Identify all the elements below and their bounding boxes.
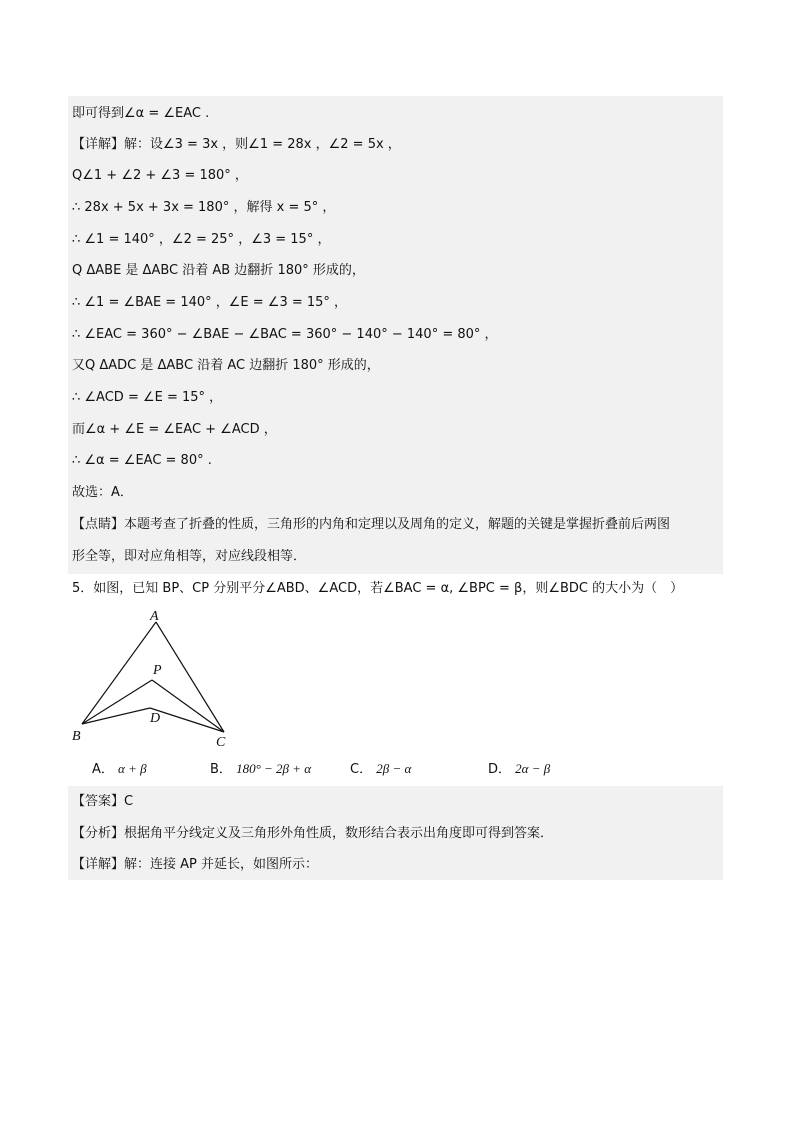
option-c xyxy=(350,760,411,779)
solution-line: ∴ ∠α = ∠EAC = 80° . xyxy=(72,453,212,468)
solution-line: 而∠α + ∠E = ∠EAC + ∠ACD ， xyxy=(72,422,277,437)
solution-line: Q ΔABE 是 ΔABC 沿着 AB 边翻折 180° 形成的， xyxy=(72,263,365,278)
segment-ac xyxy=(156,622,224,732)
option-d xyxy=(488,760,550,779)
option-c-value: 2β − α xyxy=(376,761,412,776)
detail-line: 【详解】解：连接 AP 并延长，如图所示： xyxy=(72,857,318,872)
solution-line: ∴ ∠1 = ∠BAE = 140° ，∠E = ∠3 = 15° ， xyxy=(72,295,348,310)
label-c: C xyxy=(216,735,226,750)
solution-line: ∴ ∠EAC = 360° − ∠BAE − ∠BAC = 360° − 140° − 140° = 80° ， xyxy=(72,327,498,342)
solution-line: 又Q ΔADC 是 ΔABC 沿着 AC 边翻折 180° 形成的， xyxy=(72,358,380,373)
solution-line: 【点睛】本题考查了折叠的性质，三角形的内角和定理以及周角的定义，解题的关键是掌握折叠前后两图 xyxy=(72,517,671,532)
option-d-value: 2α − β xyxy=(515,761,551,776)
solution-line: ∴ 28x + 5x + 3x = 180° ，解得 x = 5° ， xyxy=(72,200,336,215)
segment-dc xyxy=(150,708,224,732)
option-a-label: A． xyxy=(92,762,114,777)
segment-pc xyxy=(152,680,224,732)
segment-bp xyxy=(82,680,152,724)
option-d-label: D． xyxy=(488,762,512,777)
analysis-line: 【分析】根据角平分线定义及三角形外角性质，数形结合表示出角度即可得到答案． xyxy=(72,826,554,841)
label-b: B xyxy=(72,729,81,744)
solution-line: 【详解】解：设∠3 = 3x ，则∠1 = 28x ，∠2 = 5x ， xyxy=(72,137,401,152)
option-b xyxy=(210,760,311,779)
option-a xyxy=(92,760,147,779)
question-text: 5．如图，已知 BP、CP 分别平分∠ABD、∠ACD，若∠BAC = α, ∠BPC = β，则∠BDC 的大小为（ ） xyxy=(72,581,684,596)
solution-line: 即可得到∠α = ∠EAC . xyxy=(72,106,210,121)
solution-line: 故选：A． xyxy=(72,485,133,500)
solution-line: Q∠1 + ∠2 + ∠3 = 180° ， xyxy=(72,168,248,183)
option-b-label: B． xyxy=(210,762,232,777)
option-c-label: C． xyxy=(350,762,373,777)
solution-line: ∴ ∠ACD = ∠E = 15° ， xyxy=(72,390,223,405)
label-d: D xyxy=(150,711,161,726)
solution-line: 形全等，即对应角相等，对应线段相等． xyxy=(72,549,307,564)
option-a-value: α + β xyxy=(118,761,147,776)
option-b-value: 180° − 2β + α xyxy=(236,761,312,776)
triangle-figure xyxy=(64,604,244,754)
label-a: A xyxy=(150,609,159,624)
solution-line: ∴ ∠1 = 140° ，∠2 = 25° ，∠3 = 15° ， xyxy=(72,232,331,247)
label-p: P xyxy=(153,663,162,678)
answer-line: 【答案】C xyxy=(72,794,134,809)
